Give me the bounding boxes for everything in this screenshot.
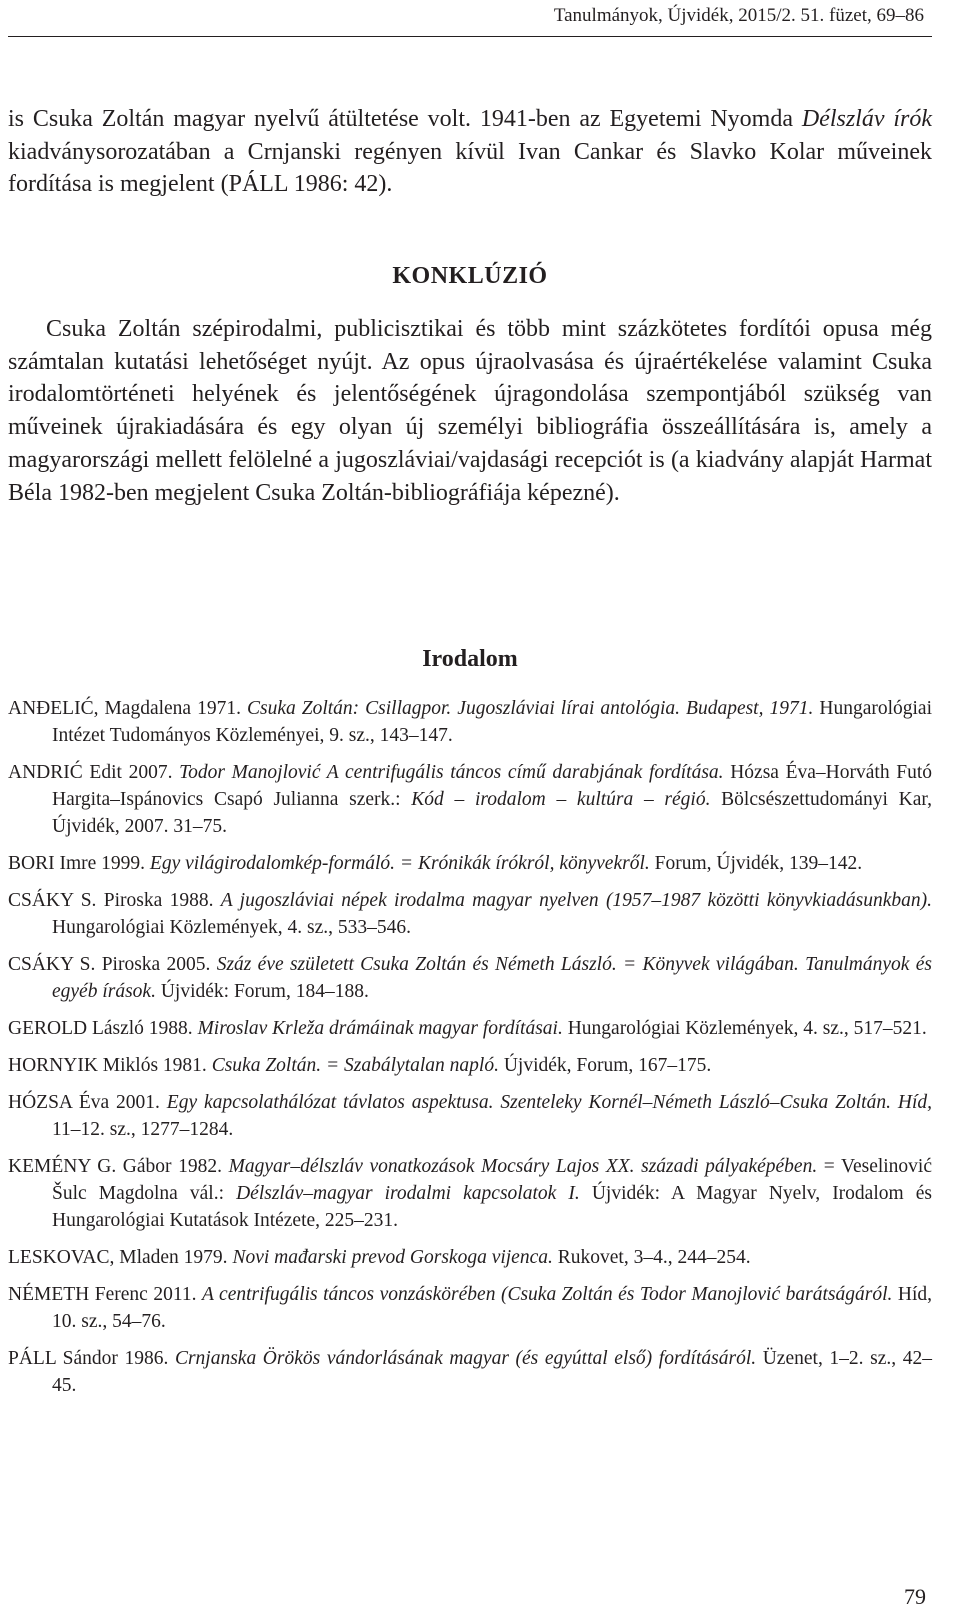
text-segment: GEROLD László 1988. — [8, 1018, 198, 1039]
references-list — [8, 695, 932, 1409]
page-number: 79 — [904, 1584, 926, 1609]
italic-segment: Novi mađarski prevod Gorskoga vijenca. — [232, 1247, 553, 1268]
text-segment: is Csuka Zoltán magyar nyelvű átültetése volt. 1941-ben az Egyetemi Nyomda — [8, 106, 802, 132]
text-segment: Újvidék: A Magyar Nyelv, Irodalom és Hungarológiai Kutatások Intézete, 225‒231. — [52, 1183, 932, 1231]
italic-segment: Egy kapcsolathálózat távlatos aspektusa. Szenteleky Kornél‒Németh László‒Csuka Zoltán. Híd, — [166, 1092, 932, 1113]
italic-segment: Délszláv írók — [801, 106, 933, 132]
italic-segment: Csuka Zoltán. = Szabálytalan napló. — [211, 1055, 499, 1076]
italic-segment: Miroslav Krleža drámáinak magyar fordításai. — [197, 1018, 563, 1039]
reference-entry — [8, 1244, 932, 1271]
text-segment: Újvidék, Forum, 167‒175. — [498, 1055, 712, 1076]
text-segment: Bölcsészettudományi Kar, Újvidék, 2007. 31‒75. — [52, 789, 932, 837]
italic-segment: Crnjanska Örökös vándorlásának magyar (és egyúttal első) fordításáról. — [174, 1348, 757, 1369]
text-segment: Üzenet, 1‒2. sz., 42‒45. — [52, 1348, 932, 1396]
italic-segment: Egy világirodalomkép-formáló. = Krónikák írókról, könyvekről. — [149, 853, 650, 874]
italic-segment: Száz éve született Csuka Zoltán és Németh László. = Könyvek világában. Tanulmányok és egyéb írások. — [52, 954, 932, 1002]
reference-entry — [8, 1153, 932, 1234]
text-segment: PÁLL Sándor 1986. — [8, 1348, 175, 1369]
italic-segment: A centrifugális táncos vonzáskörében (Csuka Zoltán és Todor Manojlović barátságáról. — [201, 1284, 893, 1305]
header-rule — [8, 36, 932, 37]
intro-paragraph — [8, 103, 932, 201]
text-segment: ANĐELIĆ, Magdalena 1971. — [8, 698, 247, 719]
text-segment: CSÁKY S. Piroska 1988. — [8, 890, 221, 911]
italic-segment: Kód ‒ irodalom ‒ kultúra ‒ régió. — [411, 789, 711, 810]
text-segment: KEMÉNY G. Gábor 1982. — [8, 1156, 229, 1177]
references-heading: Irodalom — [422, 646, 518, 672]
text-segment: Hungarológiai Közlemények, 4. sz., 517‒521. — [562, 1018, 927, 1039]
conclusion-section — [8, 313, 932, 509]
text-segment: Híd, 10. sz., 54‒76. — [52, 1284, 932, 1332]
text-segment: Rukovet, 3‒4., 244‒254. — [552, 1247, 751, 1268]
reference-entry — [8, 1281, 932, 1335]
reference-entry — [8, 1089, 932, 1143]
text-segment: HÓZSA Éva 2001. — [8, 1092, 167, 1113]
italic-segment: A jugoszláviai népek irodalma magyar nyelven (1957‒1987 közötti könyvkiadásunkban). — [220, 890, 932, 911]
conclusion-paragraph: Csuka Zoltán szépirodalmi, publicisztikai és több mint százkötetes fordítói opusa még számtalan kutatási lehetőséget nyújt. Az opus újraolvasása és újraértékelése valamint Csuka irodalomtörténeti helyének és jelentőségének újragondolása szempontjából szükség van műveinek újrakiadására és egy olyan új személyi bibliográfia összeállítására is, amely a magyarországi mellett felölelné a jugoszláviai/vajdasági recepciót is (a kiadvány alapját Harmat Béla 1982-ben megjelent Csuka Zoltán-bibliográfiája képezné). — [8, 316, 932, 506]
section-heading-konkluzio: KONKLÚZIÓ — [392, 263, 548, 289]
italic-segment: Todor Manojlović A centrifugális táncos című darabjának fordítása. — [179, 762, 724, 783]
text-segment: = Veselinović Šulc Magdolna vál.: — [52, 1156, 933, 1204]
text-segment: Hungarológiai Intézet Tudományos Közleményei, 9. sz., 143‒147. — [52, 698, 933, 746]
text-segment: 11‒12. sz., 1277‒1284. — [52, 1119, 234, 1140]
text-segment: BORI Imre 1999. — [8, 853, 150, 874]
text-segment: LESKOVAC, Mladen 1979. — [8, 1247, 233, 1268]
italic-segment: Csuka Zoltán: Csillagpor. Jugoszláviai lírai antológia. Budapest, 1971. — [246, 698, 814, 719]
text-segment: NÉMETH Ferenc 2011. — [8, 1284, 202, 1305]
reference-entry — [8, 850, 932, 877]
italic-segment: Magyar‒délszláv vonatkozások Mocsáry Lajos XX. századi pályaképében. — [228, 1156, 818, 1177]
text-segment: Hungarológiai Közlemények, 4. sz., 533‒546. — [52, 917, 412, 938]
text-segment: Forum, Újvidék, 139‒142. — [649, 853, 863, 874]
reference-entry — [8, 695, 932, 749]
reference-entry — [8, 1052, 932, 1079]
text-segment: Hózsa Éva‒Horváth Futó Hargita‒Ispánovics Csapó Julianna szerk.: — [52, 762, 933, 810]
text-segment: CSÁKY S. Piroska 2005. — [8, 954, 217, 975]
reference-entry — [8, 887, 932, 941]
text-segment: HORNYIK Miklós 1981. — [8, 1055, 212, 1076]
italic-segment: Délszláv‒magyar irodalmi kapcsolatok I. — [236, 1183, 580, 1204]
reference-entry — [8, 759, 932, 840]
reference-entry — [8, 1345, 932, 1399]
text-segment: kiadványsorozatában a Crnjanski regényen kívül Ivan Cankar és Slavko Kolar műveinek fordítása is megjelent (PÁLL 1986: 42). — [8, 138, 932, 198]
reference-entry — [8, 1015, 932, 1042]
paragraph-carryover — [8, 103, 932, 201]
text-segment: ANDRIĆ Edit 2007. — [8, 762, 180, 783]
text-segment: Újvidék: Forum, 184‒188. — [155, 981, 369, 1002]
running-head: Tanulmányok, Újvidék, 2015/2. 51. füzet, 69–86 — [553, 5, 924, 26]
reference-entry — [8, 951, 932, 1005]
